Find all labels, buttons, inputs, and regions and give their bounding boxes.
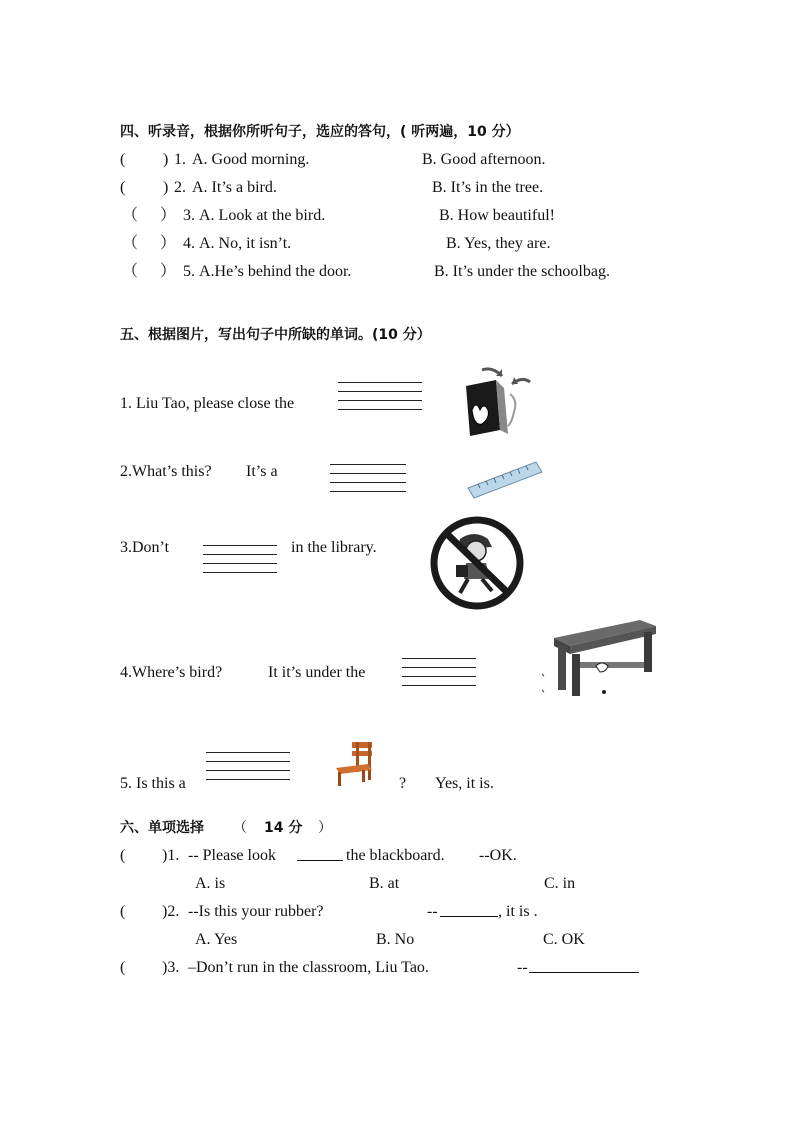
item-number: )2.	[162, 903, 180, 920]
q5-question-mark: ?	[399, 775, 407, 792]
reply: --OK.	[479, 847, 517, 864]
reply-end: , it is .	[498, 903, 538, 920]
option-b: B. at	[369, 875, 400, 892]
option-b: B. No	[376, 931, 415, 948]
item-number: 5.	[183, 263, 195, 280]
q3-start: 3.Don’t	[120, 539, 170, 556]
fill-blank[interactable]	[440, 902, 498, 917]
question: --Is this your rubber?	[188, 903, 324, 920]
answer-paren-open[interactable]: （	[122, 263, 139, 280]
q4-writing-lines[interactable]	[402, 658, 476, 694]
fill-blank[interactable]	[529, 958, 639, 973]
q5-answer: Yes, it is.	[435, 775, 494, 792]
score-paren-open: （	[233, 820, 247, 836]
no-running-icon	[426, 515, 528, 611]
ruler-icon	[464, 458, 544, 500]
book-icon	[452, 364, 534, 440]
option-a: A. is	[195, 875, 226, 892]
q3-end: in the library.	[291, 539, 377, 556]
answer-paren-open[interactable]: (	[120, 179, 126, 196]
option-a: A.He’s behind the door.	[199, 263, 352, 280]
reply-dash: --	[427, 903, 438, 920]
section5-title: 五、根据图片，写出句子中所缺的单词。(10 分）	[120, 327, 431, 343]
option-a: A. Good morning.	[192, 151, 310, 168]
question: –Don’t run in the classroom, Liu Tao.	[188, 959, 429, 976]
score-paren-close: ）	[318, 820, 332, 836]
q4-question: 4.Where’s bird?	[120, 664, 223, 681]
item-number: 4.	[183, 235, 195, 252]
answer-paren-close: ）	[160, 207, 177, 224]
q2-writing-lines[interactable]	[330, 464, 406, 500]
answer-paren-open[interactable]: (	[120, 903, 126, 920]
option-b: B. Good afternoon.	[422, 151, 546, 168]
q1-text: 1. Liu Tao, please close the	[120, 395, 295, 412]
option-b: B. It’s under the schoolbag.	[434, 263, 610, 280]
fill-blank[interactable]	[297, 846, 343, 861]
option-b: B. Yes, they are.	[446, 235, 551, 252]
section6-title: 六、单项选择	[120, 820, 204, 836]
question-start: -- Please look	[188, 847, 276, 864]
item-number: 3.	[183, 207, 195, 224]
answer-paren-open[interactable]: （	[122, 207, 139, 224]
q5-start: 5. Is this a	[120, 775, 186, 792]
item-number: )1.	[162, 847, 180, 864]
chair-icon	[332, 740, 376, 788]
option-a: A. Look at the bird.	[199, 207, 326, 224]
item-number: 1.	[174, 151, 186, 168]
option-b: B. How beautiful!	[439, 207, 555, 224]
q1-writing-lines[interactable]	[338, 382, 422, 418]
answer-paren-open[interactable]: （	[122, 235, 139, 252]
item-number: )3.	[162, 959, 180, 976]
desk-icon	[540, 616, 658, 700]
option-c: C. OK	[543, 931, 585, 948]
option-b: B. It’s in the tree.	[432, 179, 544, 196]
answer-paren-open[interactable]: (	[120, 847, 126, 864]
q5-writing-lines[interactable]	[206, 752, 290, 788]
option-a: A. No, it isn’t.	[199, 235, 292, 252]
question-end: the blackboard.	[346, 847, 445, 864]
option-c: C. in	[544, 875, 576, 892]
q2-answer-start: It’s a	[246, 463, 278, 480]
answer-paren-close: )	[163, 151, 169, 168]
q2-question: 2.What’s this?	[120, 463, 212, 480]
q3-writing-lines[interactable]	[203, 545, 277, 581]
answer-paren-open[interactable]: (	[120, 151, 126, 168]
reply-dash: --	[517, 959, 528, 976]
answer-paren-close: ）	[160, 235, 177, 252]
section6-score: 14 分	[264, 820, 303, 836]
section4-title: 四、听录音，根据你所听句子，选应的答句，( 听两遍，10 分）	[120, 124, 520, 140]
option-a: A. Yes	[195, 931, 238, 948]
answer-paren-close: ）	[160, 263, 177, 280]
answer-paren-close: )	[163, 179, 169, 196]
item-number: 2.	[174, 179, 186, 196]
q4-answer-start: It it’s under the	[268, 664, 366, 681]
answer-paren-open[interactable]: (	[120, 959, 126, 976]
option-a: A. It’s a bird.	[192, 179, 277, 196]
